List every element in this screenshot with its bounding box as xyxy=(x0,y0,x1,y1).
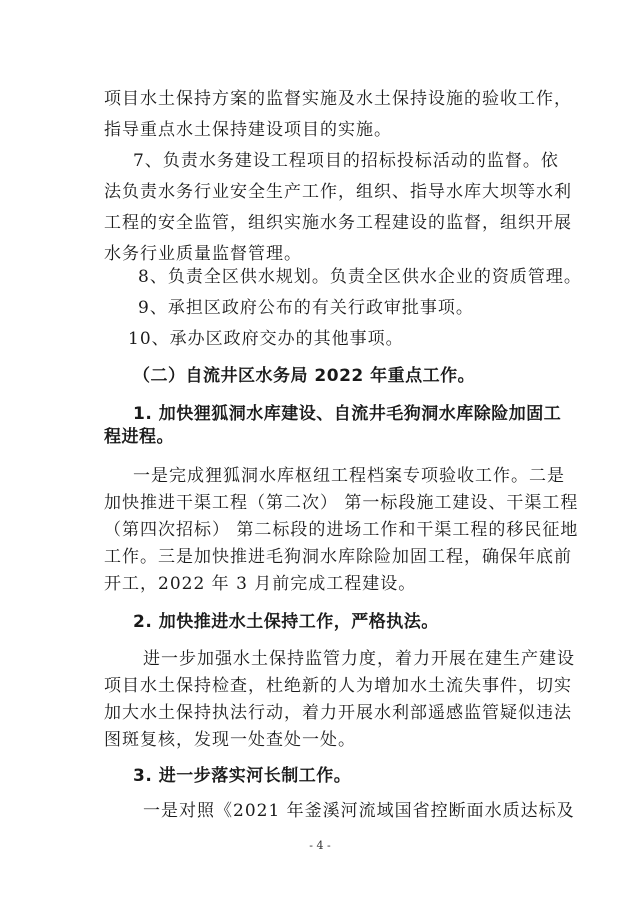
paragraph-line: 一是完成狸狐洞水库枢纽工程档案专项验收工作。二是 xyxy=(133,466,565,486)
subsection-heading: 程进程。 xyxy=(104,427,174,447)
section-heading: （二）自流井区水务局 2022 年重点工作。 xyxy=(133,366,476,386)
paragraph-line: 10、承办区政府交办的其他事项。 xyxy=(128,329,404,349)
paragraph-line: 图斑复核，发现一处查处一处。 xyxy=(104,730,356,750)
paragraph-line: 9、承担区政府公布的有关行政审批事项。 xyxy=(138,298,474,318)
paragraph-line: 指导重点水土保持建设项目的实施。 xyxy=(104,120,392,140)
paragraph-line: 项目水土保持检查，杜绝新的人为增加水土流失事件，切实 xyxy=(104,676,572,696)
paragraph-line: 项目水土保持方案的监督实施及水土保持设施的验收工作， xyxy=(104,89,572,109)
paragraph-line: 进一步加强水土保持监管力度，着力开展在建生产建设 xyxy=(143,649,575,669)
paragraph-line: 加快推进干渠工程（第二次） 第一标段施工建设、干渠工程 xyxy=(104,493,579,513)
paragraph-line: （第四次招标） 第二标段的进场工作和干渠工程的移民征地 xyxy=(104,520,579,540)
page-number: - 4 - xyxy=(309,839,331,852)
paragraph-line: 加大水土保持执法行动，着力开展水利部遥感监管疑似违法 xyxy=(104,703,572,723)
paragraph-line: 法负责水务行业安全生产工作，组织、指导水库大坝等水利 xyxy=(104,182,572,202)
subsection-heading: 2. 加快推进水土保持工作，严格执法。 xyxy=(133,612,439,632)
paragraph-line: 8、负责全区供水规划。负责全区供水企业的资质管理。 xyxy=(138,267,582,287)
paragraph-line: 开工，2022 年 3 月前完成工程建设。 xyxy=(104,574,417,594)
paragraph-line: 工作。三是加快推进毛狗洞水库除险加固工程，确保年底前 xyxy=(104,547,572,567)
paragraph-line: 水务行业质量监督管理。 xyxy=(104,244,302,264)
paragraph-line: 一是对照《2021 年釜溪河流域国省控断面水质达标及 xyxy=(143,801,575,821)
paragraph-line: 工程的安全监管，组织实施水务工程建设的监督，组织开展 xyxy=(104,213,572,233)
subsection-heading: 3. 进一步落实河长制工作。 xyxy=(133,766,352,786)
paragraph-line: 7、负责水务建设工程项目的招标投标活动的监督。依 xyxy=(133,151,559,171)
subsection-heading: 1. 加快狸狐洞水库建设、自流井毛狗洞水库除险加固工 xyxy=(133,404,562,424)
